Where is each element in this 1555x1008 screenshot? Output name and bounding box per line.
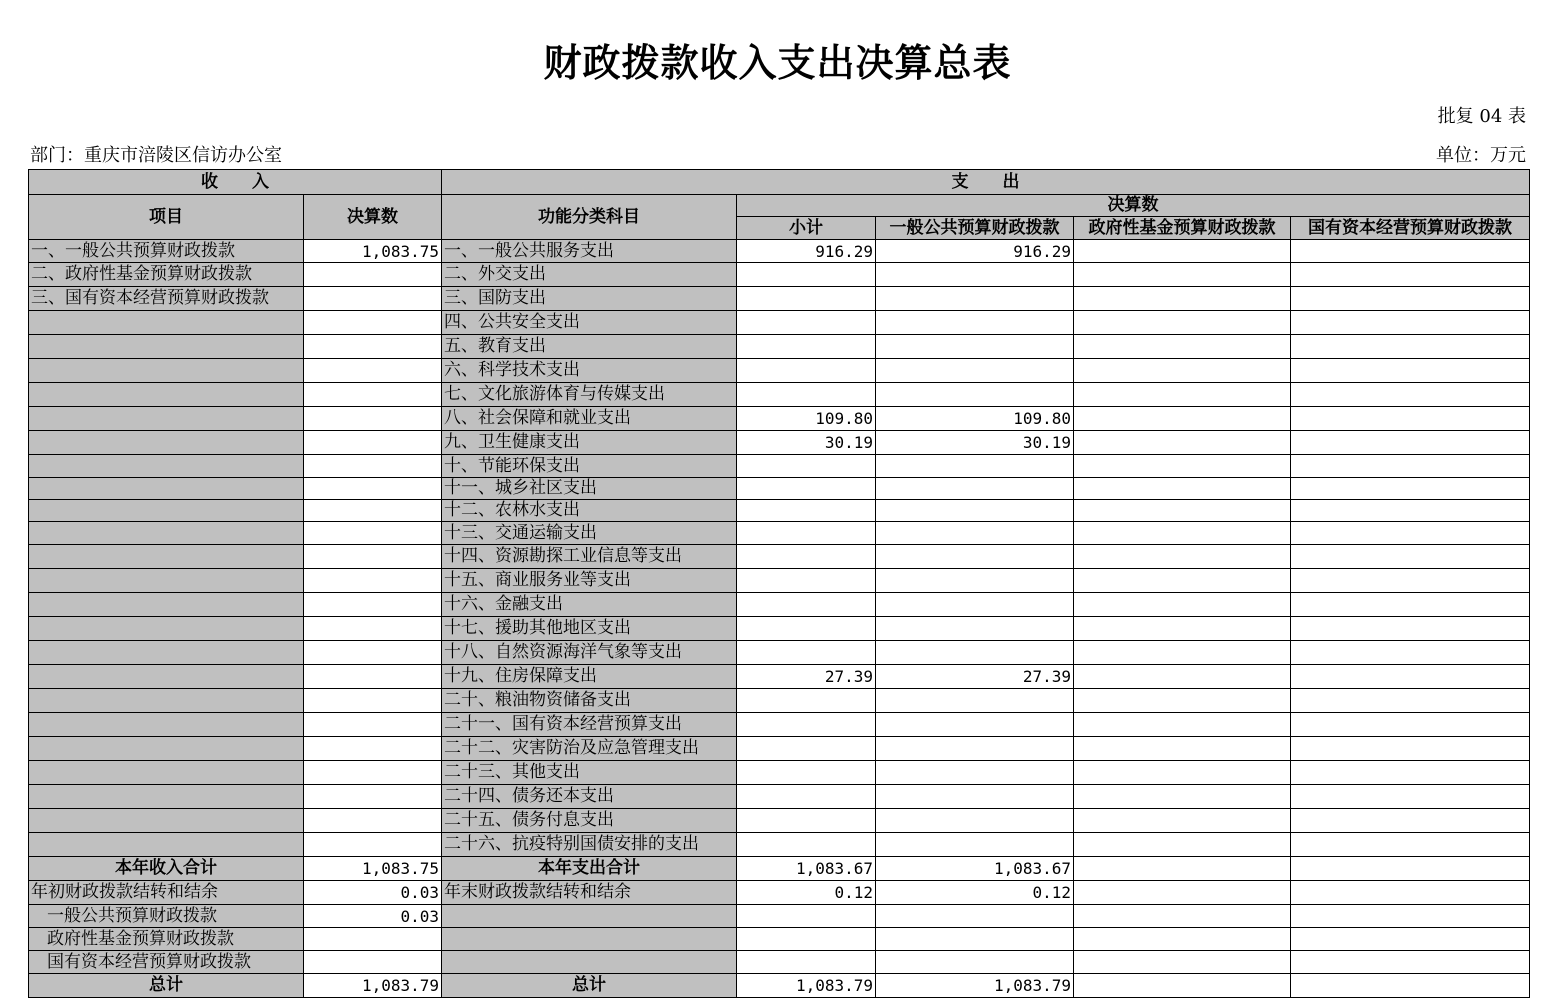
income-item: 三、国有资本经营预算财政拨款: [29, 287, 304, 311]
table-body: [29, 240, 1530, 857]
income-item: [29, 500, 304, 522]
fund-header: 政府性基金预算财政拨款: [1074, 217, 1291, 240]
expense-capital: [1291, 287, 1530, 311]
expense-fund: [1074, 240, 1291, 263]
expense-fund: [1074, 593, 1291, 617]
expense-item: 十二、农林水支出: [442, 500, 737, 522]
expense-item: 九、卫生健康支出: [442, 431, 737, 455]
income-amount: [304, 641, 442, 665]
subtotal-header: 小计: [737, 217, 876, 240]
expense-capital: [1291, 335, 1530, 359]
expense-item: 五、教育支出: [442, 335, 737, 359]
income-amount: [304, 522, 442, 545]
income-item: [29, 761, 304, 785]
expense-subtotal: [737, 287, 876, 311]
income-amount: [304, 311, 442, 335]
expense-general: [876, 761, 1074, 785]
income-item: [29, 455, 304, 478]
expense-general: [876, 335, 1074, 359]
expense-subtotal: [737, 593, 876, 617]
expense-general: [876, 455, 1074, 478]
year-total-general: 1,083.67: [876, 857, 1074, 881]
expense-fund: [1074, 569, 1291, 593]
table-row: [29, 713, 1530, 737]
income-item: [29, 569, 304, 593]
carryover-fund: [1074, 881, 1291, 905]
income-item: [29, 641, 304, 665]
income-item: [29, 359, 304, 383]
table-row: [29, 431, 1530, 455]
expense-item: 十七、援助其他地区支出: [442, 617, 737, 641]
expense-item: 二十六、抗疫特别国债安排的支出: [442, 833, 737, 857]
expense-capital: [1291, 593, 1530, 617]
expense-item: 十六、金融支出: [442, 593, 737, 617]
expense-item: 七、文化旅游体育与传媒支出: [442, 383, 737, 407]
income-amount: [304, 761, 442, 785]
expense-fund: [1074, 522, 1291, 545]
expense-fund: [1074, 431, 1291, 455]
table-row: [29, 383, 1530, 407]
expense-fund: [1074, 335, 1291, 359]
expense-header: 支 出: [442, 170, 1530, 195]
table-row: [29, 785, 1530, 809]
item-header: 项目: [29, 195, 304, 240]
table-row: [29, 737, 1530, 761]
expense-general: [876, 689, 1074, 713]
income-amount: [304, 617, 442, 641]
income-item: [29, 665, 304, 689]
table-row: [29, 407, 1530, 431]
expense-capital: [1291, 545, 1530, 569]
income-item: [29, 689, 304, 713]
expense-capital: [1291, 522, 1530, 545]
expense-general: 30.19: [876, 431, 1074, 455]
expense-subtotal: 27.39: [737, 665, 876, 689]
table-row: [29, 522, 1530, 545]
income-item: [29, 833, 304, 857]
expense-capital: [1291, 431, 1530, 455]
expense-general: [876, 311, 1074, 335]
income-item: [29, 383, 304, 407]
grand-total-income-label: 总计: [29, 974, 304, 998]
carryover-capital: [1291, 881, 1530, 905]
income-amount: [304, 359, 442, 383]
income-item: [29, 335, 304, 359]
expense-general: [876, 359, 1074, 383]
expense-subtotal: [737, 383, 876, 407]
expense-subtotal: [737, 689, 876, 713]
expense-subtotal: [737, 545, 876, 569]
expense-subtotal: [737, 522, 876, 545]
income-amount: [304, 737, 442, 761]
year-total-fund: [1074, 857, 1291, 881]
expense-subtotal: [737, 785, 876, 809]
table-row: [29, 641, 1530, 665]
income-amount: [304, 407, 442, 431]
expense-capital: [1291, 455, 1530, 478]
carryover-income-label: 年初财政拨款结转和结余: [29, 881, 304, 905]
grand-total-general: 1,083.79: [876, 974, 1074, 998]
expense-general: 27.39: [876, 665, 1074, 689]
carryover-expense-label: 年末财政拨款结转和结余: [442, 881, 737, 905]
table-row: [29, 593, 1530, 617]
expense-general: [876, 593, 1074, 617]
income-item: 一、一般公共预算财政拨款: [29, 240, 304, 263]
expense-fund: [1074, 478, 1291, 500]
year-total-row: [29, 857, 1530, 881]
expense-item: 二、外交支出: [442, 263, 737, 287]
expense-capital: [1291, 785, 1530, 809]
carryover-row: [29, 881, 1530, 905]
expense-capital: [1291, 689, 1530, 713]
expense-general: 109.80: [876, 407, 1074, 431]
expense-capital: [1291, 383, 1530, 407]
year-total-capital: [1291, 857, 1530, 881]
expense-subtotal: [737, 713, 876, 737]
expense-general: [876, 545, 1074, 569]
expense-fund: [1074, 833, 1291, 857]
expense-capital: [1291, 641, 1530, 665]
expense-fund: [1074, 665, 1291, 689]
income-amount: [304, 833, 442, 857]
table-row: [29, 287, 1530, 311]
table-row: [29, 240, 1530, 263]
expense-capital: [1291, 809, 1530, 833]
sub-row-label: 国有资本经营预算财政拨款: [29, 951, 304, 974]
expense-item: 十、节能环保支出: [442, 455, 737, 478]
expense-item: 十四、资源勘探工业信息等支出: [442, 545, 737, 569]
expense-item: 八、社会保障和就业支出: [442, 407, 737, 431]
income-amount: 1,083.75: [304, 240, 442, 263]
expense-general: [876, 500, 1074, 522]
grand-total-income-amount: 1,083.79: [304, 974, 442, 998]
table-row: [29, 545, 1530, 569]
expense-fund: [1074, 689, 1291, 713]
sub-row-label: 政府性基金预算财政拨款: [29, 928, 304, 951]
unit-label: 单位：万元: [1436, 145, 1526, 166]
sub-row-amount: 0.03: [304, 905, 442, 928]
grand-total-subtotal: 1,083.79: [737, 974, 876, 998]
income-item: [29, 407, 304, 431]
expense-item: 二十一、国有资本经营预算支出: [442, 713, 737, 737]
expense-capital: [1291, 311, 1530, 335]
income-amount: [304, 809, 442, 833]
income-item: [29, 478, 304, 500]
expense-general: [876, 383, 1074, 407]
expense-general: [876, 263, 1074, 287]
carryover-subtotal: 0.12: [737, 881, 876, 905]
grand-total-expense-label: 总计: [442, 974, 737, 998]
expense-capital: [1291, 665, 1530, 689]
income-amount: [304, 263, 442, 287]
page-title: 财政拨款收入支出决算总表: [543, 41, 1012, 85]
year-total-expense-label: 本年支出合计: [442, 857, 737, 881]
expense-fund: [1074, 383, 1291, 407]
table-row: [29, 833, 1530, 857]
income-amount: [304, 713, 442, 737]
expense-fund: [1074, 761, 1291, 785]
expense-subtotal: [737, 455, 876, 478]
table-row: [29, 455, 1530, 478]
table-row: [29, 263, 1530, 287]
table-row: [29, 617, 1530, 641]
expense-fund: [1074, 455, 1291, 478]
expense-fund: [1074, 407, 1291, 431]
table-number: 批复 04 表: [1437, 106, 1526, 127]
expense-capital: [1291, 500, 1530, 522]
expense-fund: [1074, 617, 1291, 641]
expense-fund: [1074, 809, 1291, 833]
expense-item: 十一、城乡社区支出: [442, 478, 737, 500]
expense-subtotal: [737, 617, 876, 641]
carryover-income-amount: 0.03: [304, 881, 442, 905]
table-row: [29, 809, 1530, 833]
sub-row: [29, 905, 1530, 928]
expense-capital: [1291, 478, 1530, 500]
expense-general: [876, 713, 1074, 737]
income-item: [29, 593, 304, 617]
expense-general: [876, 809, 1074, 833]
income-item: [29, 617, 304, 641]
year-total-income-amount: 1,083.75: [304, 857, 442, 881]
income-amount: [304, 569, 442, 593]
expense-item: 十九、住房保障支出: [442, 665, 737, 689]
expense-general: [876, 641, 1074, 665]
year-total-income-label: 本年收入合计: [29, 857, 304, 881]
expense-general: [876, 785, 1074, 809]
expense-item: 二十二、灾害防治及应急管理支出: [442, 737, 737, 761]
income-amount: [304, 478, 442, 500]
expense-subtotal: [737, 263, 876, 287]
expense-subtotal: [737, 641, 876, 665]
table-row: [29, 359, 1530, 383]
income-item: [29, 522, 304, 545]
expense-item: 十三、交通运输支出: [442, 522, 737, 545]
expense-capital: [1291, 761, 1530, 785]
expense-item: 二十三、其他支出: [442, 761, 737, 785]
expense-general: [876, 737, 1074, 761]
expense-fund: [1074, 311, 1291, 335]
year-total-subtotal: 1,083.67: [737, 857, 876, 881]
table-row: [29, 311, 1530, 335]
expense-general: [876, 569, 1074, 593]
table-row: [29, 665, 1530, 689]
sub-row: [29, 928, 1530, 951]
income-item: [29, 809, 304, 833]
expense-fund: [1074, 785, 1291, 809]
income-item: [29, 713, 304, 737]
expense-general: [876, 478, 1074, 500]
expense-item: 二十五、债务付息支出: [442, 809, 737, 833]
carryover-general: 0.12: [876, 881, 1074, 905]
expense-capital: [1291, 240, 1530, 263]
income-amount: [304, 593, 442, 617]
expense-subtotal: [737, 500, 876, 522]
expense-subtotal: 916.29: [737, 240, 876, 263]
income-amount: [304, 785, 442, 809]
expense-general: [876, 287, 1074, 311]
income-header: 收 入: [29, 170, 442, 195]
expense-subtotal: [737, 833, 876, 857]
table-row: [29, 335, 1530, 359]
income-item: [29, 737, 304, 761]
table-row: [29, 689, 1530, 713]
expense-capital: [1291, 407, 1530, 431]
grand-total-capital: [1291, 974, 1530, 998]
expense-subtotal: [737, 478, 876, 500]
expense-fund: [1074, 737, 1291, 761]
expense-subtotal: [737, 311, 876, 335]
department-label: 部门：重庆市涪陵区信访办公室: [30, 145, 282, 166]
expense-capital: [1291, 617, 1530, 641]
expense-fund: [1074, 641, 1291, 665]
expense-item: 二十四、债务还本支出: [442, 785, 737, 809]
expense-fund: [1074, 287, 1291, 311]
income-amount: [304, 455, 442, 478]
income-item: 二、政府性基金预算财政拨款: [29, 263, 304, 287]
expense-capital: [1291, 737, 1530, 761]
income-amount: [304, 335, 442, 359]
capital-header: 国有资本经营预算财政拨款: [1291, 217, 1530, 240]
expense-item: 十八、自然资源海洋气象等支出: [442, 641, 737, 665]
expense-general: [876, 833, 1074, 857]
decision-header: 决算数: [737, 195, 1530, 217]
expense-subtotal: [737, 569, 876, 593]
income-amount: [304, 431, 442, 455]
sub-row-label: 一般公共预算财政拨款: [29, 905, 304, 928]
income-item: [29, 311, 304, 335]
expense-subtotal: [737, 761, 876, 785]
income-amount: [304, 500, 442, 522]
expense-capital: [1291, 569, 1530, 593]
expense-subtotal: 30.19: [737, 431, 876, 455]
general-header: 一般公共预算财政拨款: [876, 217, 1074, 240]
expense-fund: [1074, 263, 1291, 287]
expense-general: 916.29: [876, 240, 1074, 263]
amount-header: 决算数: [304, 195, 442, 240]
income-amount: [304, 689, 442, 713]
expense-subtotal: 109.80: [737, 407, 876, 431]
expense-general: [876, 522, 1074, 545]
expense-capital: [1291, 833, 1530, 857]
budget-table: [28, 169, 1530, 998]
table-row: [29, 569, 1530, 593]
func-class-header: 功能分类科目: [442, 195, 737, 240]
expense-fund: [1074, 359, 1291, 383]
expense-item: 四、公共安全支出: [442, 311, 737, 335]
expense-item: 六、科学技术支出: [442, 359, 737, 383]
expense-subtotal: [737, 335, 876, 359]
expense-general: [876, 617, 1074, 641]
expense-capital: [1291, 359, 1530, 383]
expense-capital: [1291, 713, 1530, 737]
income-amount: [304, 545, 442, 569]
expense-item: 三、国防支出: [442, 287, 737, 311]
expense-item: 一、一般公共服务支出: [442, 240, 737, 263]
table-row: [29, 500, 1530, 522]
expense-fund: [1074, 713, 1291, 737]
grand-total-row: [29, 974, 1530, 998]
income-amount: [304, 287, 442, 311]
income-item: [29, 545, 304, 569]
sub-row-amount: [304, 928, 442, 951]
table-row: [29, 478, 1530, 500]
grand-total-fund: [1074, 974, 1291, 998]
expense-subtotal: [737, 737, 876, 761]
expense-fund: [1074, 500, 1291, 522]
sub-row: [29, 951, 1530, 974]
income-item: [29, 785, 304, 809]
expense-subtotal: [737, 359, 876, 383]
expense-subtotal: [737, 809, 876, 833]
income-amount: [304, 383, 442, 407]
income-item: [29, 431, 304, 455]
expense-fund: [1074, 545, 1291, 569]
expense-item: 二十、粮油物资储备支出: [442, 689, 737, 713]
sub-row-amount: [304, 951, 442, 974]
income-amount: [304, 665, 442, 689]
table-row: [29, 761, 1530, 785]
expense-item: 十五、商业服务业等支出: [442, 569, 737, 593]
expense-capital: [1291, 263, 1530, 287]
